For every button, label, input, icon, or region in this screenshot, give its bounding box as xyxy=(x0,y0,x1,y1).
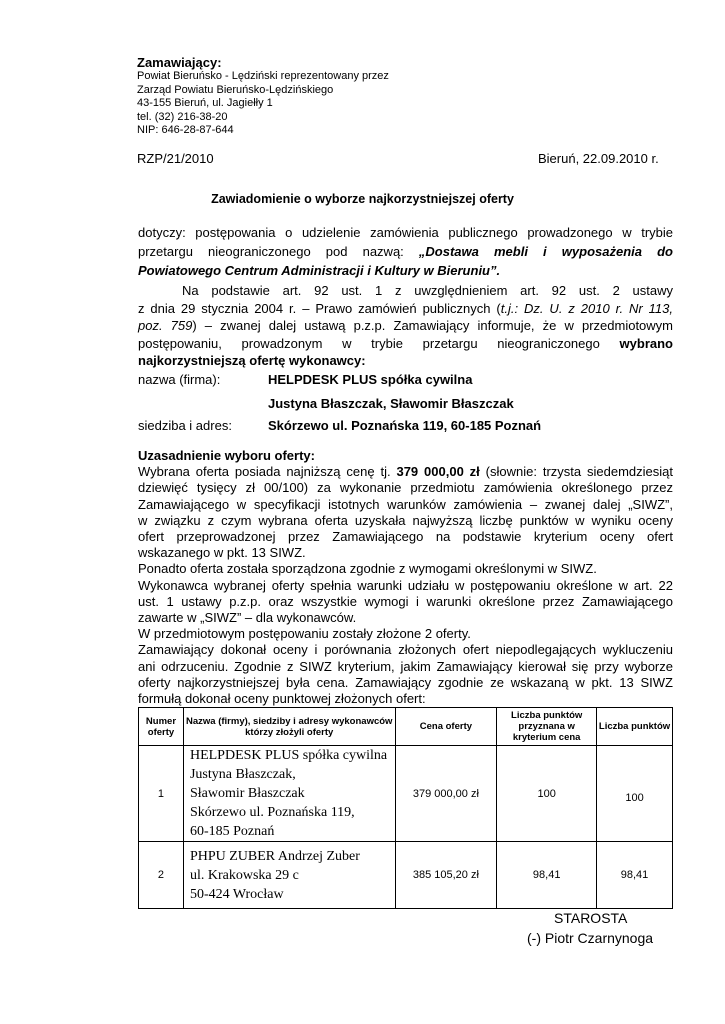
company-address-value: Skórzewo ul. Poznańska 119, 60-185 Poznań xyxy=(268,418,542,433)
legal-line: Na podstawie art. 92 ust. 1 z uwzględnieniem art. 92 ust. 2 ustawy xyxy=(182,283,673,298)
document-date: Bieruń, 22.09.2010 r. xyxy=(538,151,659,166)
orderer-address-block xyxy=(137,70,389,138)
offer-number: 1 xyxy=(139,746,184,842)
contractor-line: 60-185 Poznań xyxy=(189,824,275,839)
justification-line: Zamawiającego w specyfikacji istotnych warunków zamówienia – zwanej dalej „SIWZ”, xyxy=(138,496,673,512)
contractor-line: HELPDESK PLUS spółka cywilna xyxy=(189,748,388,763)
column-header-name: Nazwa (firmy), siedziby i adresy wykonawców którzy złożyli oferty xyxy=(183,708,395,746)
legal-citation: poz. 759 xyxy=(138,318,193,333)
justification-line: dziewięć tysięcy zł 00/100) za wykonanie przedmiotu zamówienia określonego przez xyxy=(138,480,673,496)
justification-line: Ponadto oferta została sporządzona zgodnie z wymogami określonymi w SIWZ. xyxy=(138,561,597,577)
justification-text: Wybrana oferta posiada najniższą cenę tj. xyxy=(138,464,397,480)
contractor-line: Sławomir Błaszczak xyxy=(189,786,305,801)
tender-name-cont: Powiatowego Centrum Administracji i Kultury w Bieruniu”. xyxy=(138,263,501,278)
company-owners-value: Justyna Błaszczak, Sławomir Błaszczak xyxy=(268,396,514,411)
orderer-line: NIP: 646-28-87-644 xyxy=(137,124,234,137)
legal-line xyxy=(138,300,673,318)
table-header-row xyxy=(139,708,673,746)
contractor-line: Skórzewo ul. Poznańska 119, xyxy=(189,805,355,820)
subject-text: przetargu nieograniczonego pod nazwą: xyxy=(138,244,419,259)
offer-price-points: 98,41 xyxy=(497,842,597,909)
offer-points: 98,41 xyxy=(597,842,673,909)
legal-basis-paragraph xyxy=(138,282,673,370)
column-header-number: Numer oferty xyxy=(139,708,184,746)
legal-text: z dnia 29 stycznia 2004 r. – Prawo zamówień publicznych ( xyxy=(138,300,501,316)
orderer-line: tel. (32) 216-38-20 xyxy=(137,110,228,123)
contractor-line: ul. Krakowska 29 c xyxy=(189,867,299,883)
column-header-price-points: Liczba punktów przyznana w kryterium cena xyxy=(497,708,597,746)
subject-line: dotyczy: postępowania o udzielenie zamówienia publicznego prowadzonego w trybie xyxy=(138,225,673,240)
subject-line xyxy=(138,242,673,261)
justification-heading: Uzasadnienie wyboru oferty: xyxy=(138,448,315,463)
contractor-line: PHPU ZUBER Andrzej Zuber xyxy=(189,848,360,864)
justification-section xyxy=(138,448,673,707)
offer-price: 385 105,20 zł xyxy=(395,842,497,909)
offer-contractor xyxy=(183,842,395,909)
legal-text: postępowaniu, prowadzonym w trybie przetargu nieograniczonego xyxy=(138,335,620,351)
orderer-line: Powiat Bieruńsko - Lędziński reprezentowany przez xyxy=(137,70,389,82)
justification-line xyxy=(138,464,673,480)
column-header-points: Liczba punktów xyxy=(597,708,673,746)
justification-line: ofert przeprowadzonej przez Zamawiającego na podstawie kryterium oceny ofert xyxy=(138,529,673,545)
table-row xyxy=(139,746,673,842)
contractor-line: Justyna Błaszczak, xyxy=(189,767,296,782)
document-title: Zawiadomienie o wyborze najkorzystniejszej oferty xyxy=(211,192,514,206)
justification-line: formułą dokonał oceny punktowej złożonych ofert: xyxy=(138,691,426,707)
justification-line: oferty najkorzystniejszej była cena. Zamawiający zgodnie ze wskazaną w pkt. 13 SIWZ xyxy=(138,674,673,690)
justification-line: ani odrzuceniu. Zgodnie z SIWZ kryterium, jakim Zamawiający kierował się przy wyborze xyxy=(138,658,673,674)
orderer-line: Zarząd Powiatu Bieruńsko-Lędzińskiego xyxy=(137,83,334,96)
justification-line: ust. 1 ustawy p.z.p. oraz wszystkie wymogi i warunki określone przez Zamawiającego xyxy=(138,593,673,609)
winning-price: 379 000,00 zł xyxy=(396,464,480,480)
offer-price: 379 000,00 zł xyxy=(395,746,497,842)
orderer-heading: Zamawiający: xyxy=(137,55,222,70)
tender-name: „Dostawa mebli i wyposażenia do xyxy=(418,244,673,259)
offer-points: 100 xyxy=(597,746,673,842)
justification-text: (słownie: trzysta siedemdziesiąt xyxy=(479,464,673,480)
company-name-label: nazwa (firma): xyxy=(138,372,221,387)
justification-line: w związku z czym wybrana oferta uzyskała najwyższą liczbę punktów w wyniku oceny xyxy=(138,512,673,528)
table-row xyxy=(139,842,673,909)
legal-line xyxy=(138,335,673,353)
signature-title: STAROSTA xyxy=(554,910,628,926)
legal-citation: t.j.: Dz. U. z 2010 r. Nr 113, xyxy=(500,300,673,316)
legal-line xyxy=(138,317,673,335)
orderer-line: 43-155 Bieruń, ul. Jagiełły 1 xyxy=(137,97,273,110)
company-name-value: HELPDESK PLUS spółka cywilna xyxy=(268,372,473,387)
justification-line: W przedmiotowym postępowaniu zostały złożone 2 oferty. xyxy=(138,626,471,642)
justification-line: Wykonawca wybranej oferty spełnia warunki udziału w postępowaniu określone w art. 22 xyxy=(138,577,673,593)
subject-paragraph xyxy=(138,223,673,280)
company-address-label: siedziba i adres: xyxy=(138,418,232,433)
signature-name: (-) Piotr Czarnynoga xyxy=(527,930,654,946)
contractor-line: 50-424 Wrocław xyxy=(189,886,284,902)
offer-price-points: 100 xyxy=(497,746,597,842)
offer-number: 2 xyxy=(139,842,184,909)
justification-line: Zamawiający dokonał oceny i porównania złożonych ofert niepodlegających wykluczeniu xyxy=(138,642,673,658)
offer-contractor xyxy=(183,746,395,842)
legal-text: ) – zwanej dalej ustawą p.z.p. Zamawiający informuje, że w przedmiotowym xyxy=(192,318,674,333)
justification-line: zawarte w „SIWZ” – dla wykonawców. xyxy=(138,610,357,626)
justification-line: wskazanego w pkt. 13 SIWZ. xyxy=(138,545,306,561)
legal-chosen-cont: najkorzystniejszą ofertę wykonawcy: xyxy=(138,353,366,368)
offers-table xyxy=(138,707,673,909)
column-header-price: Cena oferty xyxy=(395,708,497,746)
legal-chosen: wybrano xyxy=(619,335,673,351)
reference-number: RZP/21/2010 xyxy=(137,151,214,166)
